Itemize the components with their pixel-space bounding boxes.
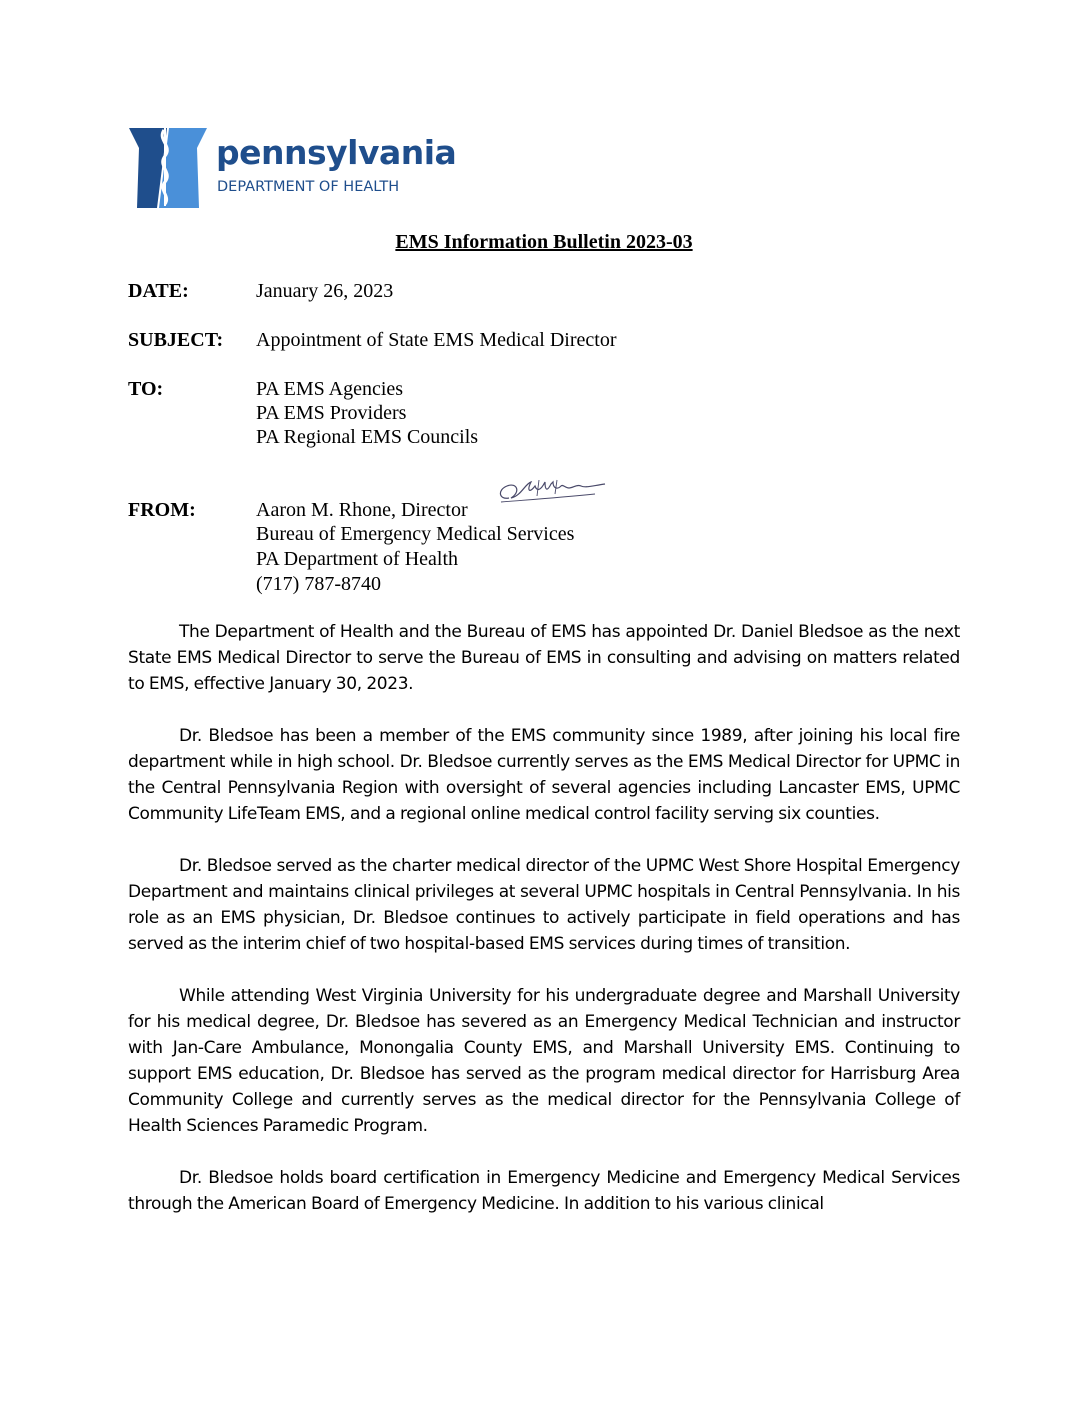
body-paragraph: While attending West Virginia University for his undergraduate degree and Marshall University for his medical degree, Dr. Bledsoe has severed as an Emergency Medical Technician and instructor with Jan-Care Ambulance, Monongalia County EMS, and Marshall University EMS. Continuing to support EMS education, Dr. Bledsoe has served as the program medical director for Harrisburg Area Community College and currently serves as the medical director for the Pennsylvania College of Health Sciences Paramedic Program. [128,986,960,1136]
body-paragraph: Dr. Bledsoe holds board certification in Emergency Medicine and Emergency Medical Services through the American Board of Emergency Medicine. In addition to his various clinical [128,1168,960,1214]
bulletin-title: EMS Information Bulletin 2023-03 [395,231,693,253]
date-label: DATE: [128,280,189,302]
logo-wordmark: pennsylvania [216,133,457,172]
logo-department: DEPARTMENT OF HEALTH [217,179,400,195]
from-line: (717) 787-8740 [256,573,381,595]
to-line: PA EMS Providers [256,402,407,424]
date-value: January 26, 2023 [256,280,394,302]
from-line: Bureau of Emergency Medical Services [256,523,575,545]
pa-doh-logo [127,126,457,208]
bulletin-body [128,619,960,1243]
to-label: TO: [128,378,164,400]
subject-label: SUBJECT: [128,329,224,351]
from-line: Aaron M. Rhone, Director [256,499,468,521]
handwritten-signature [495,474,607,506]
body-paragraph: The Department of Health and the Bureau of EMS has appointed Dr. Daniel Bledsoe as the next State EMS Medical Director to serve the Bureau of EMS in consulting and advising on matters related to EMS, effective January 30, 2023. [128,622,960,694]
body-paragraph: Dr. Bledsoe served as the charter medical director of the UPMC West Shore Hospital Emergency Department and maintains clinical privileges at several UPMC hospitals in Central Pennsylvania. In his role as an EMS physician, Dr. Bledsoe continues to actively participate in field operations and has served as the interim chief of two hospital-based EMS services during times of transition. [128,856,960,954]
keystone-caduceus-icon [127,126,209,208]
from-label: FROM: [128,499,196,521]
body-paragraph: Dr. Bledsoe has been a member of the EMS community since 1989, after joining his local fire department while in high school. Dr. Bledsoe currently serves as the EMS Medical Director for UPMC in the Central Pennsylvania Region with oversight of several agencies including Lancaster EMS, UPMC Community LifeTeam EMS, and a regional online medical control facility serving six counties. [128,726,960,824]
subject-value: Appointment of State EMS Medical Director [256,329,617,351]
to-line: PA Regional EMS Councils [256,426,479,448]
to-line: PA EMS Agencies [256,378,404,400]
from-line: PA Department of Health [256,548,459,570]
